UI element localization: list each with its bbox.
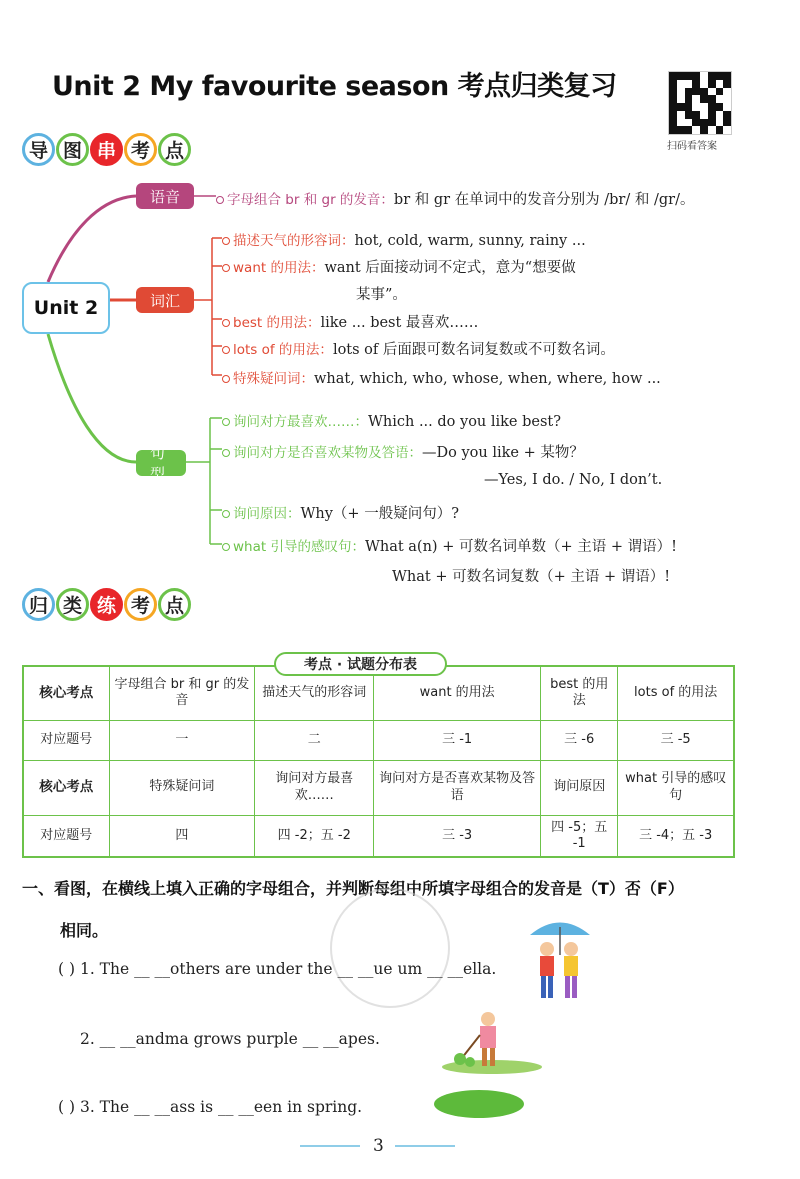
bullet-icon — [222, 375, 230, 383]
qr-module — [700, 80, 708, 88]
table-cell: 三 -1 — [374, 720, 541, 760]
qr-module — [692, 95, 700, 103]
qr-module — [723, 95, 731, 103]
table-cell: 三 -5 — [618, 720, 734, 760]
qr-module — [700, 111, 708, 119]
question-item — [58, 1030, 380, 1048]
table-cell: 二 — [255, 720, 374, 760]
table-cell: 一 — [109, 720, 255, 760]
qr-module — [669, 103, 677, 111]
qr-module — [716, 111, 724, 119]
table-cell: 对应题号 — [23, 720, 109, 760]
qr-module — [669, 111, 677, 119]
children-umbrella-illustration — [525, 915, 595, 1005]
vocab-text: want 后面接动词不定式，意为“想要做 — [324, 260, 576, 276]
bullet-icon — [222, 510, 230, 518]
vocab-text: hot, cold, warm, sunny, rainy ... — [354, 233, 586, 249]
qr-module — [700, 103, 708, 111]
badge-char: 图 — [56, 133, 89, 166]
watermark-stamp — [330, 888, 450, 1008]
footer-decoration-left — [300, 1145, 360, 1147]
qr-module — [723, 80, 731, 88]
qr-module — [669, 119, 677, 127]
qr-module — [716, 72, 724, 80]
table-cell: 核心考点 — [23, 760, 109, 815]
qr-module — [692, 119, 700, 127]
qr-module — [669, 72, 677, 80]
qr-module — [716, 103, 724, 111]
table-cell: 三 -3 — [374, 815, 541, 857]
badge-char: 考 — [124, 588, 157, 621]
vocab-text: what, which, who, whose, when, where, how ... — [314, 371, 661, 387]
table-cell: 四 -5；五 -1 — [541, 815, 618, 857]
badge-char: 练 — [90, 588, 123, 621]
badge-char: 考 — [124, 133, 157, 166]
table-cell: 三 -6 — [541, 720, 618, 760]
vocab-item — [222, 256, 576, 277]
qr-module — [692, 126, 700, 134]
qr-module — [708, 111, 716, 119]
qr-module — [677, 111, 685, 119]
table-cell: want 的用法 — [374, 666, 541, 720]
qr-module — [677, 95, 685, 103]
qr-module — [685, 95, 693, 103]
qr-module — [692, 103, 700, 111]
badge-char: 点 — [158, 133, 191, 166]
qr-module — [677, 80, 685, 88]
sent-text: Why（+ 一般疑问句）? — [300, 506, 459, 522]
section-badge-practice — [22, 588, 191, 621]
sent-text: —Do you like + 某物？ — [422, 445, 584, 461]
vocab-key: 特殊疑问词： — [233, 371, 314, 387]
qr-module — [716, 80, 724, 88]
qr-module — [685, 72, 693, 80]
table-cell: 特殊疑问词 — [109, 760, 255, 815]
table-cell: best 的用法 — [541, 666, 618, 720]
vocab-key: 描述天气的形容词： — [233, 233, 355, 249]
qr-module — [716, 126, 724, 134]
exercise-heading: 一、看图，在横线上填入正确的字母组合，并判断每组中所填字母组合的发音是（T）否（F） — [22, 879, 684, 898]
qr-module — [700, 119, 708, 127]
vocab-key: lots of 的用法： — [233, 342, 333, 358]
qr-module — [723, 72, 731, 80]
qr-module — [723, 126, 731, 134]
pron-text: br 和 gr 在单词中的发音分别为 /br/ 和 /gr/。 — [393, 192, 695, 208]
question-text: 1. The __ __others are under the __ __ue um __ __ella. — [79, 960, 497, 978]
qr-module — [700, 88, 708, 96]
table-row — [23, 720, 734, 760]
answer-paren[interactable]: ( ) — [58, 1098, 76, 1116]
vocab-item — [222, 311, 478, 332]
qr-module — [716, 95, 724, 103]
qr-module — [685, 103, 693, 111]
pron-item — [216, 188, 694, 209]
vocab-text: lots of 后面跟可数名词复数或不可数名词。 — [332, 342, 615, 358]
badge-char: 串 — [90, 133, 123, 166]
vocab-item-cont: 某事”。 — [356, 287, 407, 303]
qr-module — [685, 88, 693, 96]
table-row — [23, 815, 734, 857]
section-badge-mindmap — [22, 133, 191, 166]
badge-char: 点 — [158, 588, 191, 621]
qr-module — [708, 80, 716, 88]
qr-module — [669, 88, 677, 96]
qr-module — [723, 119, 731, 127]
footer-decoration-right — [395, 1145, 455, 1147]
bullet-icon — [222, 449, 230, 457]
table-cell: 核心考点 — [23, 666, 109, 720]
page-number: 3 — [373, 1136, 384, 1156]
qr-module — [716, 88, 724, 96]
qr-module — [708, 88, 716, 96]
answer-paren[interactable]: ( ) — [58, 960, 76, 978]
table-cell: 三 -4；五 -3 — [618, 815, 734, 857]
table-cell: 字母组合 br 和 gr 的发音 — [109, 666, 255, 720]
qr-module — [700, 95, 708, 103]
vocab-key: best 的用法： — [233, 315, 321, 331]
sent-key: 询问对方是否喜欢某物及答语： — [233, 445, 422, 461]
qr-module — [692, 80, 700, 88]
grass-illustration — [432, 1088, 527, 1120]
qr-module — [708, 126, 716, 134]
exercise-heading-cont: 相同。 — [60, 921, 109, 940]
qr-module — [669, 126, 677, 134]
bullet-icon — [222, 543, 230, 551]
sent-key: 询问对方最喜欢……： — [233, 414, 368, 430]
bullet-icon — [222, 319, 230, 327]
pron-key: 字母组合 br 和 gr 的发音： — [227, 192, 394, 208]
table-caption: 考点 · 试题分布表 — [274, 652, 447, 676]
qr-caption: 扫码看答案 — [667, 141, 717, 152]
branch-pronunciation: 语音 — [136, 183, 194, 209]
qr-module — [685, 111, 693, 119]
badge-char: 类 — [56, 588, 89, 621]
table-cell: lots of 的用法 — [618, 666, 734, 720]
table-cell: 描述天气的形容词 — [255, 666, 374, 720]
qr-module — [669, 80, 677, 88]
qr-module — [700, 126, 708, 134]
qr-module — [685, 126, 693, 134]
sent-key: 询问原因： — [233, 506, 301, 522]
qr-module — [677, 72, 685, 80]
qr-module — [692, 88, 700, 96]
vocab-text: like ... best 最喜欢…… — [320, 315, 479, 331]
table-cell: what 引导的感叹句 — [618, 760, 734, 815]
page-title: Unit 2 My favourite season 考点归类复习 — [52, 71, 617, 102]
qr-module — [692, 111, 700, 119]
qr-module — [723, 88, 731, 96]
branch-sentences: 句型 — [136, 450, 186, 476]
qr-module — [700, 72, 708, 80]
qr-module — [685, 80, 693, 88]
badge-char: 归 — [22, 588, 55, 621]
sent-key: what 引导的感叹句： — [233, 539, 365, 555]
table-cell: 询问对方最喜欢…… — [255, 760, 374, 815]
sent-item — [222, 441, 584, 462]
qr-module — [708, 119, 716, 127]
sent-item — [222, 535, 677, 556]
sent-item-cont: —Yes, I do. / No, I don’t. — [484, 472, 663, 488]
question-text: 3. The __ __ass is __ __een in spring. — [79, 1098, 363, 1116]
sent-item-cont: What + 可数名词复数（+ 主语 + 谓语）! — [392, 569, 671, 585]
sent-text: What a(n) + 可数名词单数（+ 主语 + 谓语）! — [364, 539, 677, 555]
bullet-icon — [216, 196, 224, 204]
question-text: 2. __ __andma grows purple __ __apes. — [79, 1030, 380, 1048]
sent-item — [222, 410, 561, 430]
qr-module — [669, 95, 677, 103]
qr-module — [677, 103, 685, 111]
bullet-icon — [222, 418, 230, 426]
vocab-item — [222, 338, 615, 359]
table-cell: 询问原因 — [541, 760, 618, 815]
vocab-key: want 的用法： — [233, 260, 325, 276]
qr-module — [685, 119, 693, 127]
qr-module — [708, 72, 716, 80]
question-item — [58, 1098, 362, 1116]
table-cell: 四 — [109, 815, 255, 857]
vocab-item — [222, 367, 661, 387]
table-cell: 对应题号 — [23, 815, 109, 857]
qr-module — [723, 103, 731, 111]
qr-module — [677, 126, 685, 134]
qr-module — [723, 111, 731, 119]
qr-code-icon[interactable] — [668, 71, 732, 135]
branch-vocabulary: 词汇 — [136, 287, 194, 313]
table-cell: 四 -2；五 -2 — [255, 815, 374, 857]
distribution-table — [22, 665, 735, 858]
qr-module — [708, 95, 716, 103]
bullet-icon — [222, 264, 230, 272]
qr-module — [692, 72, 700, 80]
qr-module — [708, 103, 716, 111]
qr-module — [677, 88, 685, 96]
sent-text: Which ... do you like best? — [368, 414, 562, 430]
table-cell: 询问对方是否喜欢某物及答语 — [374, 760, 541, 815]
table-row — [23, 760, 734, 815]
question-item — [58, 960, 496, 978]
mindmap-center: Unit 2 — [22, 282, 110, 334]
qr-module — [716, 119, 724, 127]
sent-item — [222, 502, 459, 523]
bullet-icon — [222, 237, 230, 245]
qr-module — [677, 119, 685, 127]
grandma-garden-illustration — [440, 1005, 545, 1075]
badge-char: 导 — [22, 133, 55, 166]
bullet-icon — [222, 346, 230, 354]
vocab-item — [222, 229, 586, 249]
